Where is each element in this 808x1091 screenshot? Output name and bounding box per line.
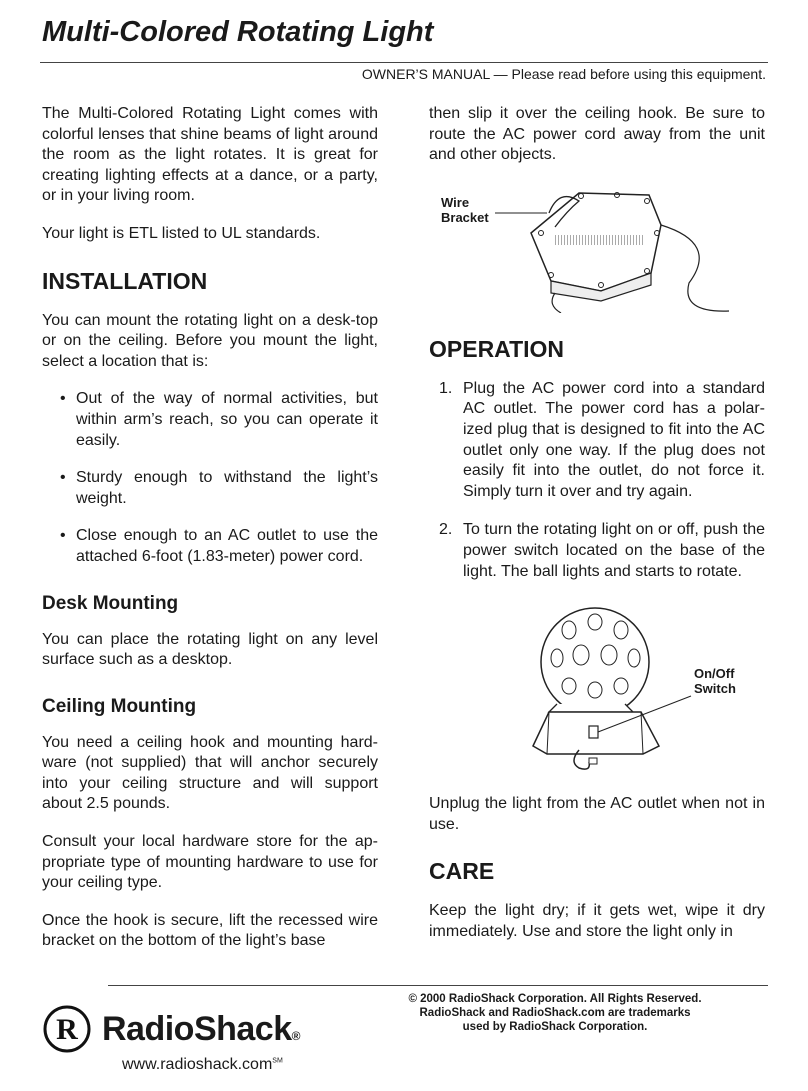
operation-steps — [439, 379, 765, 582]
logo-mark-letter: R — [56, 1013, 78, 1046]
installation-paragraph: You can mount the rotating light on a desk-top or on the ceiling. Before you mount the light, select a location that is: — [42, 311, 378, 370]
label-line: Bracket — [441, 209, 489, 225]
footer-rule — [108, 985, 768, 986]
hook-paragraph: Once the hook is secure, lift the recessed wire bracket on the bottom of the light’s base — [42, 911, 378, 950]
registered-mark: ® — [291, 1029, 300, 1043]
list-item: • Sturdy enough to withstand the light’s weight. — [60, 468, 378, 509]
label-line: On/Off — [694, 666, 735, 682]
on-off-switch-label — [694, 666, 736, 696]
copyright-notice — [400, 992, 710, 1034]
step-number: 1. — [439, 379, 453, 397]
step-number: 2. — [439, 521, 453, 539]
manual-subtitle: OWNER’S MANUAL — Please read before using this equipment. — [361, 66, 766, 82]
ceiling-hardware-paragraph: You need a ceiling hook and mounting hard-ware (not supplied) that will anchor securely into your ceiling structure and will support about 2.5 pounds. — [42, 733, 378, 813]
brand-name — [102, 1010, 300, 1049]
hook-paragraph-continued: then slip it over the ceiling hook. Be sure to route the AC power cord away from the unit and other objects. — [429, 105, 765, 164]
label-line: Wire — [441, 194, 470, 210]
list-item: • Close enough to an AC outlet to use the attached 6-foot (1.83-meter) power cord. — [60, 526, 378, 567]
wire-bracket-figure — [429, 183, 765, 313]
rotating-light-figure — [429, 600, 765, 780]
wire-bracket-label — [441, 195, 489, 225]
care-heading: CARE — [429, 858, 495, 885]
installation-heading: INSTALLATION — [42, 267, 208, 294]
etl-paragraph: Your light is ETL listed to UL standards. — [42, 224, 321, 242]
ceiling-mounting-heading: Ceiling Mounting — [42, 695, 197, 717]
radioshack-r-icon — [42, 1004, 92, 1054]
website-url — [122, 1056, 283, 1074]
list-item — [439, 520, 765, 582]
list-item: • Out of the way of normal activities, but within arm’s reach, so you can operate it easily. — [60, 389, 378, 451]
service-mark: SM — [272, 1057, 283, 1065]
page-title: Multi-Colored Rotating Light — [42, 16, 434, 48]
header-rule — [40, 62, 768, 63]
step-text: Plug the AC power cord into a standard AC outlet. The power cord has a polar-ized plug that is designed to fit into the AC outlet only one way. If the plug does not easily fit into the outlet, do not force it. Simply turn it over and try again. — [463, 379, 765, 500]
copyright-line: © 2000 RadioShack Corporation. All Rights Reserved. — [408, 993, 702, 1005]
label-line: Switch — [694, 681, 736, 697]
list-item — [439, 379, 765, 503]
unplug-paragraph: Unplug the light from the AC outlet when not in use. — [429, 795, 765, 833]
operation-heading: OPERATION — [429, 335, 565, 362]
location-list — [60, 389, 378, 567]
intro-paragraph: The Multi-Colored Rotating Light comes with colorful lenses that shine beams of light around the room as the light rotates. It is great for creating lighting effects at a dance, or a party, or in your living room. — [42, 105, 378, 205]
trademark-line: used by RadioShack Corporation. — [462, 1021, 648, 1033]
hardware-store-paragraph: Consult your local hardware store for the ap-propriate type of mounting hardware to use for your ceiling type. — [42, 833, 378, 892]
url-text: www.radioshack.com — [122, 1056, 273, 1073]
brand-text: RadioShack — [102, 1010, 292, 1048]
trademark-line: RadioShack and RadioShack.com are trademarks — [419, 1007, 691, 1019]
desk-mounting-heading: Desk Mounting — [42, 592, 179, 614]
desk-mounting-paragraph: You can place the rotating light on any level surface such as a desktop. — [42, 630, 378, 669]
left-column — [42, 104, 378, 969]
care-paragraph: Keep the light dry; if it gets wet, wipe it dry immediately. Use and store the light only in — [429, 902, 765, 940]
step-text: To turn the rotating light on or off, push the power switch located on the base of the light. The ball lights and starts to rotate. — [463, 521, 765, 580]
radioshack-logo — [42, 1000, 322, 1080]
right-column — [429, 104, 765, 960]
